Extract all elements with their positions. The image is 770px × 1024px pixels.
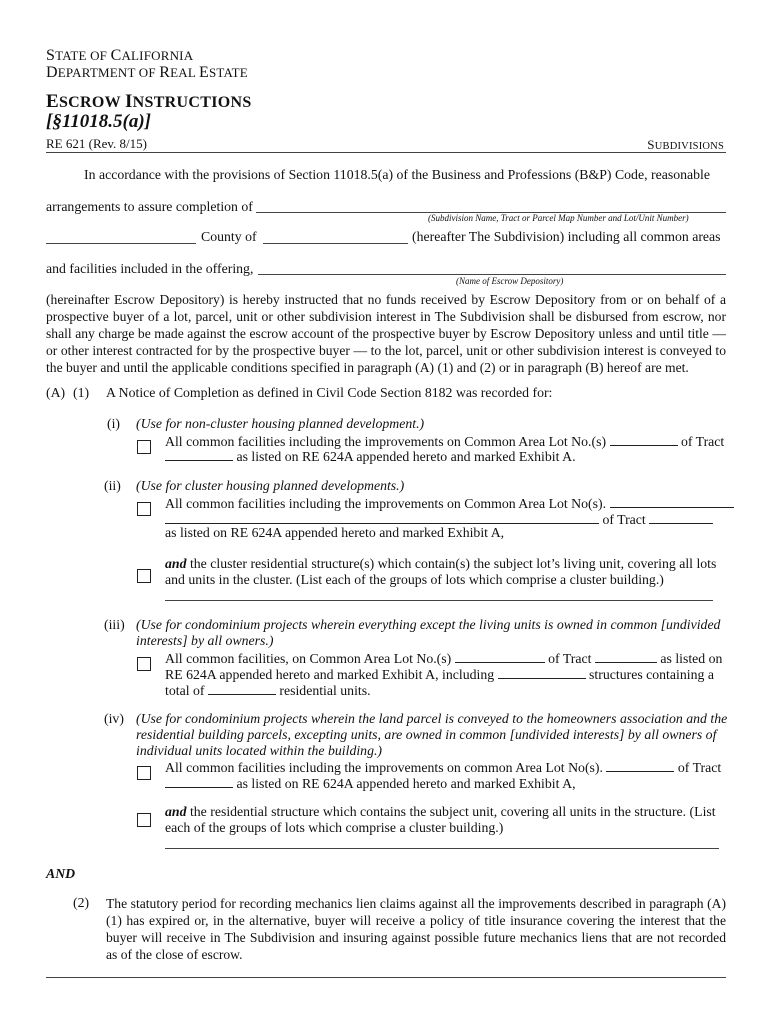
item-ii-note: (Use for cluster housing planned developments.)	[136, 478, 405, 493]
header-rule	[46, 152, 726, 153]
item-ii-cluster-checkbox[interactable]	[137, 569, 151, 583]
intro-line-2: arrangements to assure completion of	[46, 199, 253, 214]
item-ii-line-3: as listed on RE 624A appended hereto and marked Exhibit A,	[165, 525, 505, 540]
form-number: RE 621 (Rev. 8/15)	[46, 136, 147, 151]
item-iii-structures-field[interactable]	[498, 664, 586, 679]
item-ii-line-5: and units in the cluster. (List each of the groups of lots which comprise a cluster building.)	[165, 572, 664, 587]
agency-name: STATE OF CALIFORNIA	[46, 47, 194, 64]
item-iv-structure-checkbox[interactable]	[137, 813, 151, 827]
department-name: DEPARTMENT OF REAL ESTATE	[46, 64, 248, 81]
item-iii-label: (iii)	[104, 617, 125, 632]
item-ii-line-1: All common facilities including the improvements on Common Area Lot No(s).	[165, 493, 734, 512]
item-ii-label: (ii)	[104, 478, 121, 493]
item-iii-line-2: RE 624A appended hereto and marked Exhibit A, including structures containing a	[165, 664, 714, 683]
item-ii-cluster-list-field[interactable]	[165, 600, 713, 601]
item-i-tract-field[interactable]	[165, 446, 233, 461]
county-field[interactable]	[263, 243, 408, 244]
item-iv-lot-field[interactable]	[606, 757, 674, 772]
item-iii-note-2: interests] by all owners.)	[136, 633, 274, 648]
section-2-body: The statutory period for recording mechanics lien claims against all the improvements described in paragraph (A) (1) has expired or, in the alternative, buyer will receive a policy of title insurance covering the interest that the buyer will receive in The Subdivision and insuring against possible future mechanics liens that are not recorded as of the close of escrow.	[106, 896, 726, 962]
item-i-label: (i)	[107, 416, 121, 431]
item-iv-tract-field[interactable]	[165, 773, 233, 788]
subdivision-reference: (hereafter The Subdivision) including all common areas	[412, 229, 721, 244]
item-iii-line-3: total of residential units.	[165, 680, 371, 699]
item-ii-lot-field-2[interactable]	[165, 509, 599, 524]
document-title: ESCROW INSTRUCTIONS	[46, 91, 252, 112]
document-subtitle: [§11018.5(a)]	[46, 111, 152, 132]
city-field[interactable]	[46, 243, 196, 244]
intro-line-1: In accordance with the provisions of Section 11018.5(a) of the Business and Professions (B&P) Code, reasonable	[84, 167, 710, 182]
item-ii-line-2: of Tract	[165, 509, 713, 528]
item-iv-line-4: each of the groups of lots which comprise a cluster building.)	[165, 820, 504, 835]
form-category: SUBDIVISIONS	[647, 137, 724, 152]
escrow-depository-field[interactable]	[258, 274, 726, 275]
intro-body: (hereinafter Escrow Depository) is hereby instructed that no funds received by Escrow Depository from or on behalf of a prospective buyer of a lot, parcel, unit or other subdivision interest in The Subdivision shall be disbursed from escrow, nor shall any charge be made against the escrow account of the prospective buyer by Escrow Depository unless and until title —or other interest contracted for by the prospective buyer — to the lot, parcel, unit or other subdivision interest is conveyed to the buyer and until the applicable conditions specified in paragraph (A) (1) and (2) or in paragraph (B) hereof are met.	[46, 292, 726, 375]
section-a-heading: A Notice of Completion as defined in Civil Code Section 8182 was recorded for:	[106, 385, 553, 400]
escrow-caption: (Name of Escrow Depository)	[456, 276, 564, 286]
item-iv-note-1: (Use for condominium projects wherein the land parcel is conveyed to the homeowners association and the	[136, 711, 728, 726]
item-iv-line-2: as listed on RE 624A appended hereto and marked Exhibit A,	[165, 773, 576, 792]
item-ii-line-4: and the cluster residential structure(s) which contain(s) the subject lot’s living unit, covering all lots	[165, 556, 717, 571]
item-iv-note-3: individual units located within the building.)	[136, 743, 383, 758]
item-ii-tract-field[interactable]	[649, 509, 713, 524]
item-i-lot-field[interactable]	[610, 431, 678, 446]
item-i-checkbox[interactable]	[137, 440, 151, 454]
footer-rule	[46, 977, 726, 978]
item-i-line-1: All common facilities including the improvements on Common Area Lot No.(s) of Tract	[165, 431, 724, 450]
item-i-note: (Use for non-cluster housing planned development.)	[136, 416, 425, 431]
item-iv-line-3: and the residential structure which contains the subject unit, covering all units in the structure. (List	[165, 804, 716, 819]
item-ii-lot-field[interactable]	[610, 493, 734, 508]
item-iv-label: (iv)	[104, 711, 124, 726]
section-a-label: (A)	[46, 385, 66, 400]
item-ii-checkbox[interactable]	[137, 502, 151, 516]
and-label: AND	[46, 866, 76, 881]
item-iv-checkbox[interactable]	[137, 766, 151, 780]
section-2-label: (2)	[73, 895, 90, 910]
county-label: County of	[201, 229, 257, 244]
item-iv-line-1: All common facilities including the improvements on common Area Lot No(s). of Tract	[165, 757, 721, 776]
section-a1-label: (1)	[73, 385, 90, 400]
item-iv-cluster-list-field[interactable]	[165, 848, 719, 849]
item-iii-tract-field[interactable]	[595, 648, 657, 663]
item-iv-note-2: residential building parcels, excepting units, are owned in common [undivided interests] by all owners of	[136, 727, 717, 742]
item-i-line-2: as listed on RE 624A appended hereto and marked Exhibit A.	[165, 446, 576, 465]
item-iii-checkbox[interactable]	[137, 657, 151, 671]
item-iii-line-1: All common facilities, on Common Area Lot No.(s) of Tract as listed on	[165, 648, 722, 667]
intro-line-4: and facilities included in the offering,	[46, 261, 254, 276]
subdivision-caption: (Subdivision Name, Tract or Parcel Map Number and Lot/Unit Number)	[428, 213, 689, 223]
item-iii-lot-field[interactable]	[455, 648, 545, 663]
item-iii-units-field[interactable]	[208, 680, 276, 695]
item-iii-note-1: (Use for condominium projects wherein everything except the living units is owned in common [undivided	[136, 617, 721, 632]
